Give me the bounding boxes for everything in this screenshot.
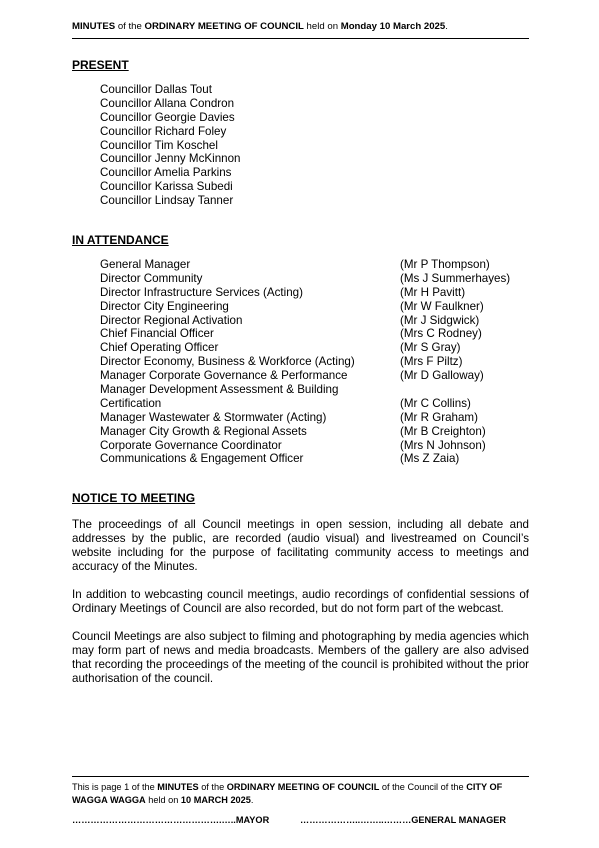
- attendance-row: [100, 397, 530, 411]
- attendance-name: (Mr P Thompson): [400, 258, 490, 271]
- footer-text: [72, 781, 529, 807]
- footer-of: of the: [198, 782, 227, 792]
- present-list: [100, 83, 240, 208]
- attendance-role: General Manager: [100, 258, 191, 271]
- attendance-row: [100, 314, 530, 328]
- footer-meeting-type: ORDINARY MEETING OF COUNCIL: [226, 782, 380, 792]
- present-member: Councillor Tim Koschel: [100, 138, 218, 152]
- attendance-list: [100, 258, 530, 466]
- header-minutes: MINUTES: [72, 21, 116, 32]
- attendance-name: [400, 383, 530, 397]
- header-meeting-type: ORDINARY MEETING OF COUNCIL: [144, 21, 304, 32]
- page-header: [72, 21, 448, 32]
- notice-paragraph-3: Council Meetings are also subject to filming and photographing by media agencies which may form part of news and media broadcasts. Members of the gallery are also advised that recording the proceedings of the meeting of the council is prohibited without the prior authorisation of the council.: [72, 630, 529, 685]
- present-heading: PRESENT: [72, 58, 129, 72]
- attendance-name: (Mr H Pavitt): [400, 285, 466, 299]
- present-member: Councillor Lindsay Tanner: [100, 194, 234, 208]
- attendance-row: [100, 383, 530, 397]
- attendance-role: Manager Wastewater & Stormwater (Acting): [100, 410, 327, 424]
- header-text-held: held on: [303, 21, 341, 32]
- present-member: Councillor Georgie Davies: [100, 110, 235, 124]
- attendance-role: Manager City Growth & Regional Assets: [100, 424, 307, 438]
- attendance-role: Director Regional Activation: [100, 313, 243, 327]
- attendance-row: [100, 369, 530, 383]
- attendance-role: Corporate Governance Coordinator: [100, 438, 282, 452]
- attendance-role: Manager Corporate Governance & Performance: [100, 369, 348, 383]
- general-manager-signature-label: ………………..……..………GENERAL MANAGER: [300, 815, 507, 825]
- attendance-role: Director Infrastructure Services (Acting): [100, 285, 303, 299]
- attendance-row: [100, 258, 530, 272]
- present-member: Councillor Karissa Subedi: [100, 180, 233, 194]
- attendance-name: (Mrs N Johnson): [400, 438, 486, 452]
- mayor-signature-label: ………………………………………….…..MAYOR: [72, 815, 270, 825]
- attendance-row: [100, 341, 530, 355]
- attendance-row: [100, 452, 530, 466]
- header-period: .: [445, 21, 448, 32]
- attendance-role: Communications & Engagement Officer: [100, 452, 304, 466]
- attendance-name: (Mr W Faulkner): [400, 299, 484, 313]
- header-date: Monday 10 March 2025: [340, 21, 446, 32]
- present-member: Councillor Richard Foley: [100, 124, 227, 138]
- attendance-role: Director City Engineering: [100, 299, 229, 313]
- footer-held-on: held on: [145, 795, 181, 805]
- attendance-name: (Mr R Graham): [400, 410, 478, 424]
- attendance-role: Certification: [100, 396, 162, 410]
- notice-paragraph-2: In addition to webcasting council meetings, audio recordings of confidential sessions of Ordinary Meetings of Council are also recorded, but do not form part of the webcast.: [72, 588, 529, 615]
- attendance-row: [100, 411, 530, 425]
- attendance-role: Chief Financial Officer: [100, 327, 214, 341]
- footer-page-text: This is page 1 of the: [72, 782, 158, 792]
- notice-heading: NOTICE TO MEETING: [72, 491, 196, 505]
- attendance-row: [100, 327, 530, 341]
- attendance-row: [100, 355, 530, 369]
- attendance-name: (Mr C Collins): [400, 396, 471, 410]
- attendance-role: Chief Operating Officer: [100, 341, 219, 355]
- attendance-name: (Mr D Galloway): [400, 369, 484, 383]
- attendance-name: (Mr J Sidgwick): [400, 313, 480, 327]
- header-divider: [72, 38, 529, 39]
- present-member: Councillor Allana Condron: [100, 96, 235, 110]
- footer-city: CITY OF WAGGA WAGGA: [72, 782, 503, 805]
- attendance-role: Director Community: [100, 271, 203, 285]
- header-text-of: of the: [115, 21, 145, 32]
- attendance-name: (Mr B Creighton): [400, 424, 486, 438]
- attendance-name: (Mrs F Piltz): [400, 355, 463, 369]
- attendance-role: Director Economy, Business & Workforce (Acting): [100, 355, 355, 369]
- attendance-name: (Ms Z Zaia): [400, 452, 460, 466]
- attendance-name: (Mr S Gray): [400, 341, 461, 355]
- general-manager-signature-line: [300, 815, 506, 825]
- attendance-row: [100, 425, 530, 439]
- attendance-row: [100, 439, 530, 453]
- attendance-name: (Ms J Summerhayes): [400, 271, 511, 285]
- notice-paragraph-1: The proceedings of all Council meetings in open session, including all debate and addresses by the public, are recorded (audio visual) and livestreamed on Council’s website including for the purpose of facilitating community access to meetings and accuracy of the Minutes.: [72, 518, 529, 573]
- mayor-signature-line: [72, 815, 269, 825]
- present-member: Councillor Jenny McKinnon: [100, 152, 241, 166]
- attendance-role: Manager Development Assessment & Building: [100, 383, 339, 397]
- attendance-row: [100, 286, 530, 300]
- attendance-row: [100, 300, 530, 314]
- footer-date: 10 MARCH 2025: [180, 795, 251, 805]
- attendance-row: [100, 272, 530, 286]
- attendance-heading: IN ATTENDANCE: [72, 233, 169, 247]
- footer-minutes: MINUTES: [157, 782, 199, 792]
- present-member: Councillor Dallas Tout: [100, 83, 212, 96]
- footer-period: .: [250, 795, 254, 805]
- footer-divider: [72, 776, 529, 777]
- attendance-name: (Mrs C Rodney): [400, 327, 482, 341]
- footer-council-of: of the Council of the: [379, 782, 467, 792]
- present-member: Councillor Amelia Parkins: [100, 166, 232, 180]
